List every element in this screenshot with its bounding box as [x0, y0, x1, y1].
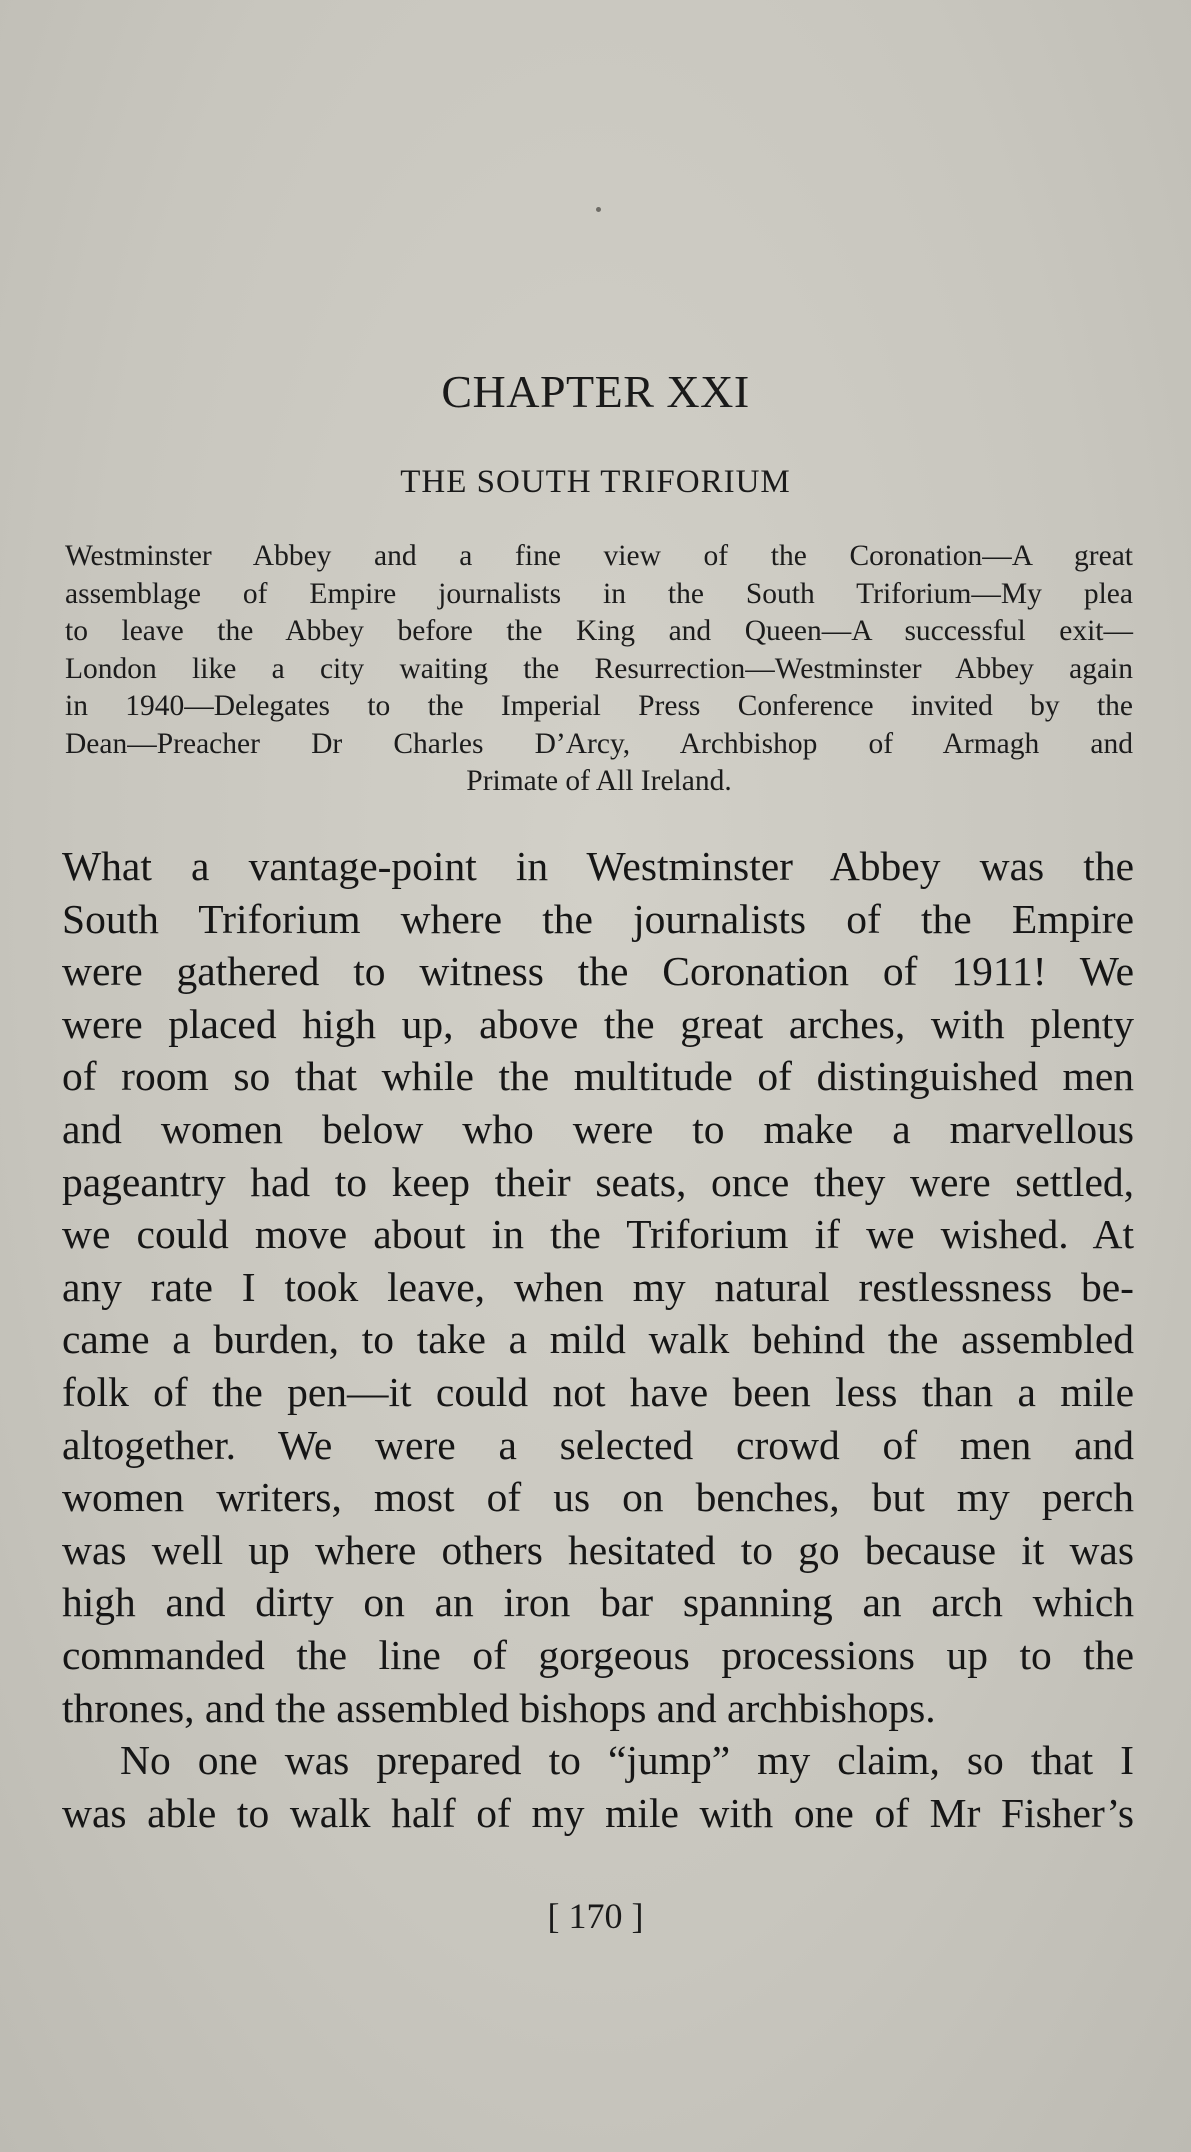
- body-line: of room so that while the multitude of distinguished men: [62, 1053, 1134, 1100]
- body-line: and women below who were to make a marvellous: [62, 1105, 1134, 1152]
- body-line: came a burden, to take a mild walk behind the assembled: [62, 1316, 1134, 1363]
- body-line: were placed high up, above the great arches, with plenty: [62, 1000, 1134, 1047]
- body-line: pageantry had to keep their seats, once they were settled,: [62, 1158, 1134, 1205]
- synopsis-line: in 1940—Delegates to the Imperial Press Conference invited by the: [65, 690, 1133, 722]
- body-line: high and dirty on an iron bar spanning an arch which: [62, 1579, 1134, 1626]
- body-line: women writers, most of us on benches, but my perch: [62, 1474, 1134, 1521]
- body-text: [62, 840, 1134, 1839]
- synopsis-line: Dean—Preacher Dr Charles D’Arcy, Archbishop of Armagh and: [65, 727, 1133, 760]
- synopsis-line: assemblage of Empire journalists in the South Triforium—My plea: [65, 577, 1133, 610]
- chapter-title: CHAPTER XXI: [441, 366, 750, 417]
- body-line: altogether. We were a selected crowd of men and: [62, 1421, 1134, 1468]
- body-line: commanded the line of gorgeous processions up to the: [62, 1631, 1134, 1678]
- body-line: was well up where others hesitated to go because it was: [62, 1526, 1134, 1573]
- page-number: [ 170 ]: [547, 1896, 644, 1936]
- body-line: were gathered to witness the Coronation of 1911! We: [62, 948, 1134, 995]
- body-line: No one was prepared to “jump” my claim, so that I: [120, 1737, 1134, 1784]
- synopsis-line: to leave the Abbey before the King and Queen—A successful exit—: [65, 615, 1133, 647]
- body-line: South Triforium where the journalists of the Empire: [62, 895, 1134, 942]
- body-line: any rate I took leave, when my natural restlessness be-: [62, 1263, 1134, 1310]
- chapter-synopsis: [65, 538, 1133, 801]
- synopsis-line: London like a city waiting the Resurrection—Westminster Abbey again: [65, 652, 1133, 685]
- chapter-subtitle: THE SOUTH TRIFORIUM: [400, 464, 791, 500]
- synopsis-line: Primate of All Ireland.: [466, 765, 732, 797]
- body-line: thrones, and the assembled bishops and archbishops.: [62, 1684, 936, 1731]
- synopsis-line: Westminster Abbey and a fine view of the Coronation—A great: [65, 540, 1133, 572]
- body-line: What a vantage-point in Westminster Abbey was the: [62, 843, 1134, 889]
- body-line: was able to walk half of my mile with one of Mr Fisher’s: [62, 1789, 1134, 1836]
- body-line: we could move about in the Triforium if we wished. At: [62, 1211, 1134, 1258]
- body-line: folk of the pen—it could not have been less than a mile: [62, 1368, 1134, 1415]
- ink-speck: [596, 207, 601, 212]
